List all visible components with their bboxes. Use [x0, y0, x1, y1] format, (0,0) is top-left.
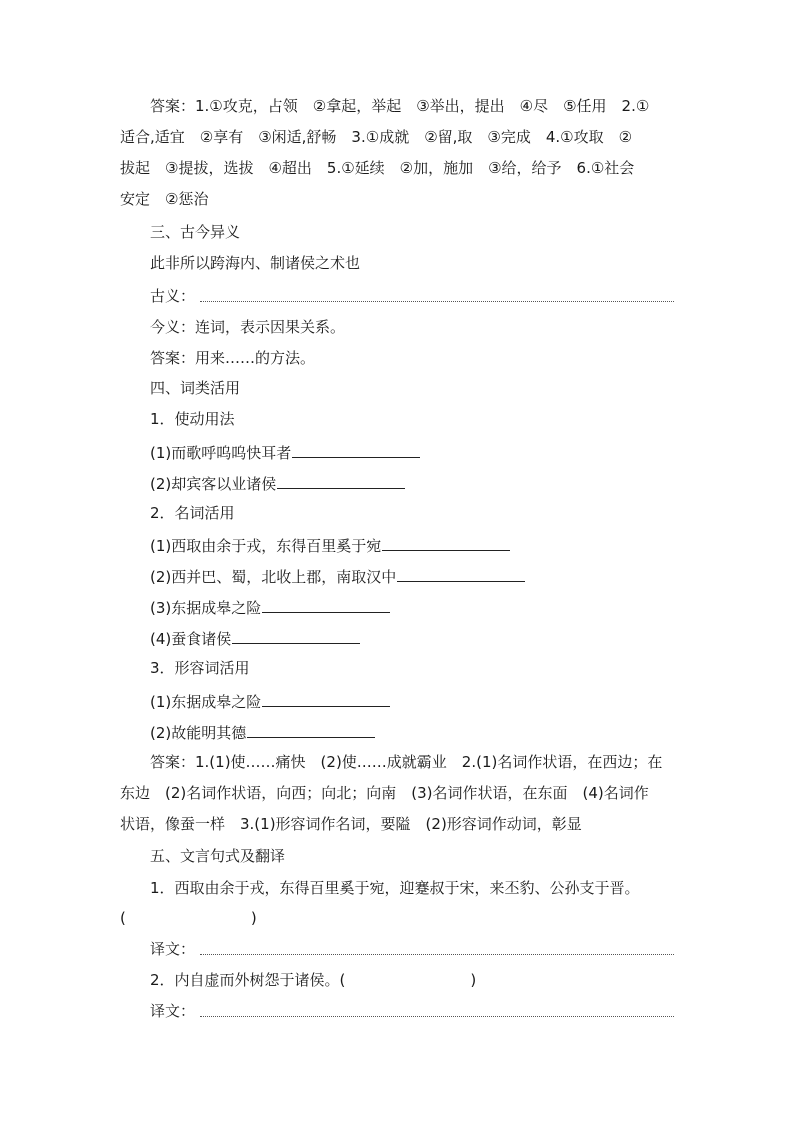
section3-sentence: 此非所以跨海内、制诸侯之术也 — [150, 254, 361, 272]
answer-line-1: 答案：1.①攻克，占领 ②拿起，举起 ③举出，提出 ④尽 ⑤任用 2.① — [150, 97, 650, 115]
exercise-item — [150, 534, 674, 557]
fill-blank[interactable] — [397, 565, 525, 582]
fill-blank[interactable] — [277, 472, 405, 489]
fill-blank[interactable] — [262, 690, 390, 707]
subsection-noun: 2．名词活用 — [150, 504, 235, 522]
answer-line-4: 安定 ②惩治 — [120, 190, 209, 208]
translation-label-2: 译文： — [150, 1002, 196, 1020]
question-2-text: 2．内自虚而外树怨于诸侯。( — [150, 971, 346, 989]
subsection-adjective: 3．形容词活用 — [150, 659, 250, 677]
exercise-item — [150, 565, 674, 588]
exercise-text: (2)却宾客以业诸侯 — [150, 475, 277, 493]
exercise-text: (2)故能明其德 — [150, 724, 247, 742]
exercise-item — [150, 596, 674, 619]
fill-blank[interactable] — [382, 534, 510, 551]
paren-close: ) — [470, 971, 477, 989]
fill-blank[interactable] — [262, 596, 390, 613]
fill-blank[interactable] — [292, 441, 420, 458]
exercise-item — [150, 441, 674, 464]
section3-title: 三、古今异义 — [150, 223, 241, 241]
question-1-paren — [120, 907, 674, 929]
subsection-causative: 1．使动用法 — [150, 410, 235, 428]
fill-blank[interactable] — [232, 627, 360, 644]
gu-yi-label: 古义： — [150, 287, 196, 305]
section3-answer: 答案：用来……的方法。 — [150, 349, 316, 367]
section4-answer-line-1: 答案：1.(1)使……痛快 (2)使……成就霸业 2.(1)名词作状语，在西边；在 — [150, 753, 663, 771]
section4-answer-line-2: 东边 (2)名词作状语，向西；向北；向南 (3)名词作状语，在东面 (4)名词作 — [120, 784, 649, 802]
exercise-text: (2)西并巴、蜀，北收上郡，南取汉中 — [150, 568, 397, 586]
paren-open: ( — [120, 909, 126, 927]
translation-label-1: 译文： — [150, 940, 196, 958]
exercise-text: (3)东据成皋之险 — [150, 599, 262, 617]
fill-blank[interactable] — [247, 721, 375, 738]
answer-line-3: 拔起 ③提拔，选拔 ④超出 5.①延续 ②加，施加 ③给，给予 6.①社会 — [120, 159, 635, 177]
exercise-text: (1)西取由余于戎，东得百里奚于宛 — [150, 537, 382, 555]
paren-close: ) — [250, 909, 257, 927]
question-2 — [150, 969, 674, 991]
question-1: 1．西取由余于戎，东得百里奚于宛，迎蹇叔于宋，来丕豹、公孙支于晋。 — [150, 879, 640, 897]
exercise-text: (1)而歌呼呜呜快耳者 — [150, 444, 292, 462]
translation-answer-line-1[interactable] — [200, 954, 674, 955]
exercise-item — [150, 690, 674, 713]
gu-yi-answer-line[interactable] — [200, 301, 674, 302]
exercise-text: (4)蚕食诸侯 — [150, 630, 232, 648]
section4-title: 四、词类活用 — [150, 379, 241, 397]
section4-answer-line-3: 状语，像蚕一样 3.(1)形容词作名词，要隘 (2)形容词作动词，彰显 — [120, 815, 582, 833]
jin-yi-text: 今义：连词，表示因果关系。 — [150, 318, 346, 336]
translation-answer-line-2[interactable] — [200, 1016, 674, 1017]
exercise-item — [150, 721, 674, 744]
exercise-item — [150, 627, 674, 650]
exercise-text: (1)东据成皋之险 — [150, 693, 262, 711]
section5-title: 五、文言句式及翻译 — [150, 847, 286, 865]
answer-line-2: 适合,适宜 ②享有 ③闲适,舒畅 3.①成就 ②留,取 ③完成 4.①攻取 ② — [120, 128, 633, 146]
exercise-item — [150, 472, 674, 495]
